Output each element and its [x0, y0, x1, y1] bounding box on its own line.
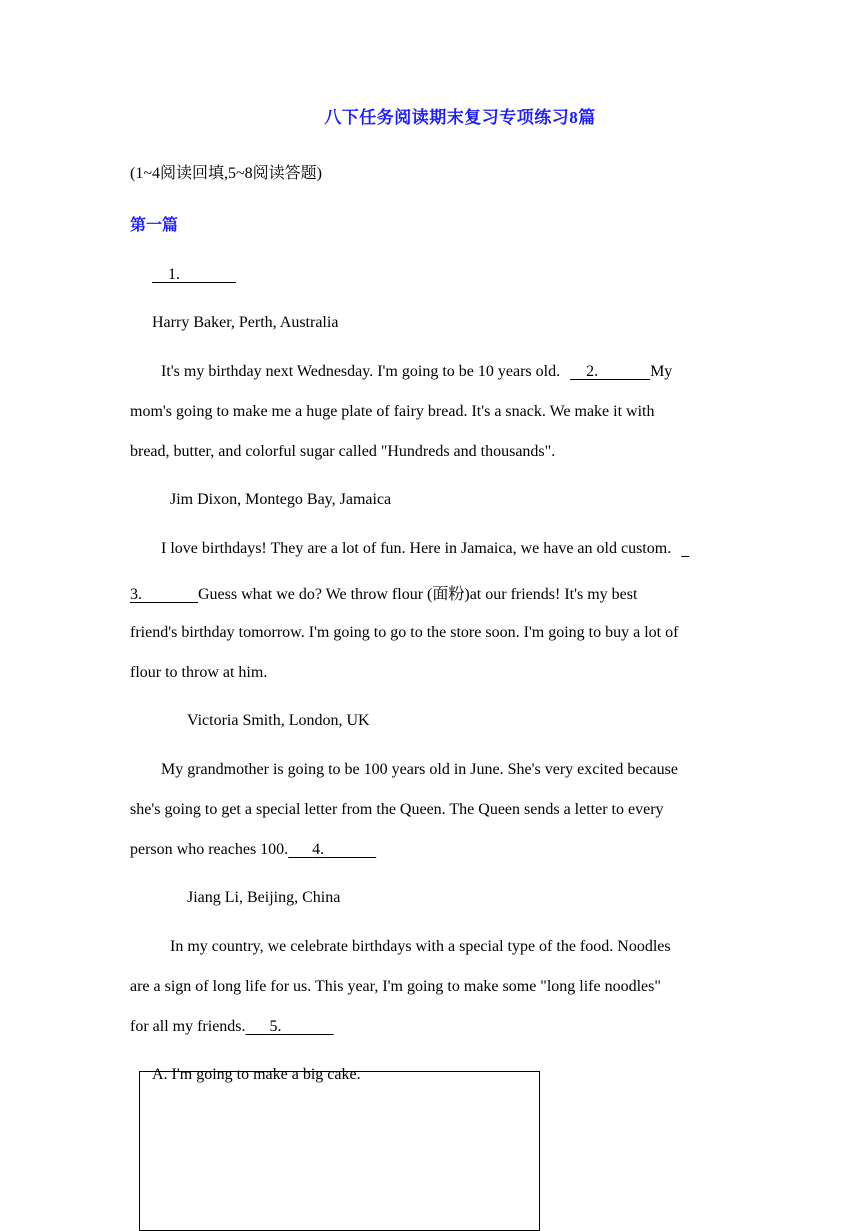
paragraph-2-line-4: flour to throw at him. — [130, 664, 268, 681]
blank-4: 4. — [312, 841, 325, 858]
paragraph-1-text-a: It's my birthday next Wednesday. I'm going to be 10 years old. — [161, 363, 561, 380]
paragraph-4-line-3 — [130, 1018, 730, 1036]
paragraph-1-text-b: My — [650, 363, 673, 380]
document-title: 八下任务阅读期末复习专项练习8篇 — [324, 108, 596, 127]
person-name-3: Victoria Smith, London, UK — [187, 712, 370, 729]
person-name-2: Jim Dixon, Montego Bay, Jamaica — [170, 491, 392, 508]
paragraph-2-line-3: friend's birthday tomorrow. I'm going to go to the store soon. I'm going to buy a lot of — [130, 624, 679, 641]
paragraph-2-text-b: Guess what we do? We throw flour (面粉)at our friends! It's my best — [198, 586, 638, 603]
blank-1: 1. — [168, 266, 180, 283]
blank-5: 5. — [269, 1018, 282, 1035]
option-a: A. I'm going to make a big cake. — [152, 1066, 361, 1083]
paragraph-3-line-2: she's going to get a special letter from the Queen. The Queen sends a letter to every — [130, 801, 664, 818]
paragraph-1-line-2: mom's going to make me a huge plate of fairy bread. It's a snack. We make it with — [130, 403, 655, 420]
paragraph-3-text-a: person who reaches 100. — [130, 841, 289, 858]
person-name-4: Jiang Li, Beijing, China — [187, 889, 341, 906]
paragraph-2-line-2 — [130, 581, 730, 604]
paragraph-1-line-1 — [161, 363, 761, 381]
document-subtitle: (1~4阅读回填,5~8阅读答题) — [130, 165, 322, 182]
blank-2: 2. — [586, 363, 599, 380]
heading-blank-line — [152, 266, 752, 284]
paragraph-4-line-1: In my country, we celebrate birthdays with a special type of the food. Noodles — [170, 938, 671, 955]
options-box — [139, 1071, 540, 1231]
paragraph-2-text-a: I love birthdays! They are a lot of fun. Here in Jamaica, we have an old custom. — [161, 540, 672, 557]
paragraph-3-line-3 — [130, 841, 730, 859]
paragraph-4-text-a: for all my friends. — [130, 1018, 246, 1035]
blank-3: 3. — [130, 586, 142, 603]
person-name-1: Harry Baker, Perth, Australia — [152, 314, 339, 331]
paragraph-1-line-3: bread, butter, and colorful sugar called "Hundreds and thousands". — [130, 443, 556, 460]
paragraph-4-line-2: are a sign of long life for us. This year, I'm going to make some "long life noodles" — [130, 978, 661, 995]
paragraph-3-line-1: My grandmother is going to be 100 years old in June. She's very excited because — [161, 761, 678, 778]
blank-3-start — [681, 540, 689, 558]
section-heading: 第一篇 — [130, 217, 179, 234]
paragraph-2-line-1 — [161, 540, 761, 558]
